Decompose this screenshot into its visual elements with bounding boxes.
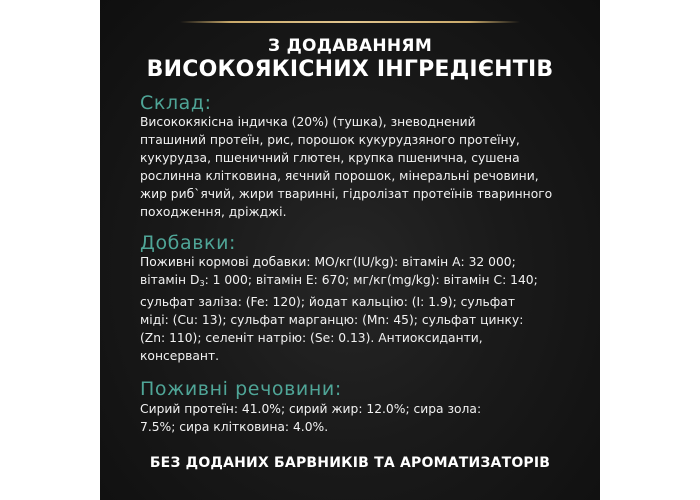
headline-subtitle: З ДОДАВАННЯМ — [267, 36, 433, 56]
additives-title: Добавки: — [140, 232, 237, 254]
composition-line: походження, дріжджі. — [140, 205, 287, 219]
additives-line: консервант. — [140, 349, 220, 363]
additives-line2-pre: вітамін D — [140, 273, 200, 287]
additives-line2-sub: 3 — [199, 279, 205, 288]
composition-line: рослинна клітковина, яєчний порошок, мінеральні речовини, — [140, 169, 539, 183]
additives-line-vitamin-d — [140, 271, 580, 293]
additives-line: міді: (Cu: 13); сульфат марганцю: (Mn: 45); сульфат цинку: — [140, 313, 524, 327]
additives-text — [140, 253, 580, 365]
composition-line: жир риб`ячий, жири тваринні, гідролізат протеїнів тваринного — [140, 187, 553, 201]
product-info-panel — [100, 0, 600, 500]
additives-line2-post: : 1 000; вітамін Е: 670; мг/кг(mg/kg): вітамін С: 140; — [204, 273, 538, 287]
gold-divider — [180, 21, 520, 23]
nutrients-text — [140, 400, 580, 436]
composition-line: пташиний протеїн, рис, порошок кукурудзяного протеїну, — [140, 133, 520, 147]
composition-line: Висококякісна індичка (20%) (тушка), зневоднений — [140, 115, 476, 129]
additives-line: Поживні кормові добавки: МО/кг(IU/kg): вітамін А: 32 000; — [140, 255, 516, 269]
composition-line: кукурудза, пшеничний глютен, крупка пшенична, сушена — [140, 151, 520, 165]
additives-line: (Zn: 110); селеніт натрію: (Se: 0.13). Антиоксиданти, — [140, 331, 483, 345]
additives-line: сульфат заліза: (Fe: 120); йодат кальцію: (I: 1.9); сульфат — [140, 295, 516, 309]
nutrients-line: Сирий протеїн: 41.0%; сирий жир: 12.0%; сира зола: — [140, 402, 482, 416]
composition-text — [140, 113, 580, 221]
nutrients-title: Поживні речовини: — [140, 378, 342, 400]
composition-title: Склад: — [140, 92, 212, 114]
headline-title: ВИСОКОЯКІСНИХ ІНГРЕДІЄНТІВ — [146, 57, 554, 82]
nutrients-line: 7.5%; сира клітковина: 4.0%. — [140, 420, 329, 434]
footer-claim: БЕЗ ДОДАНИХ БАРВНИКІВ ТА АРОМАТИЗАТОРІВ — [149, 455, 551, 471]
